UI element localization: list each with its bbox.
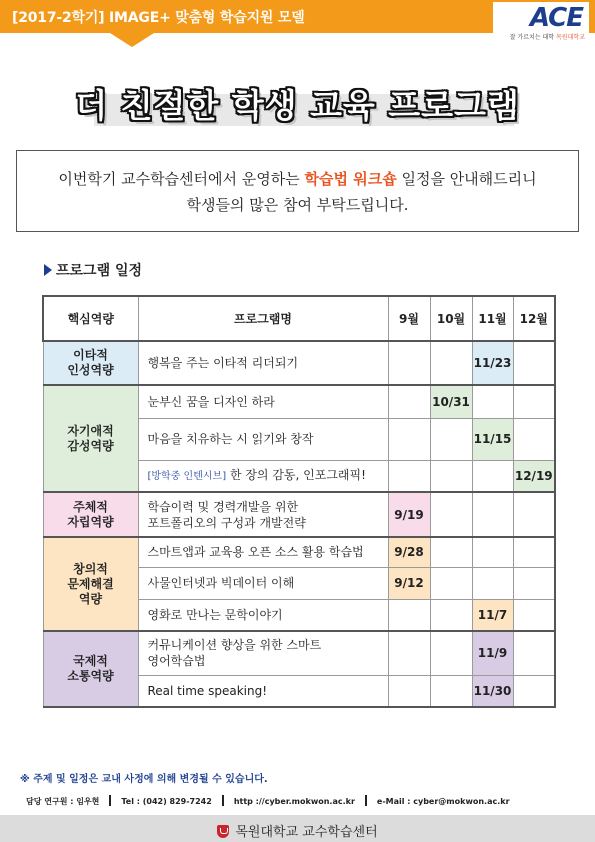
ace-logo-text: ACE xyxy=(529,3,583,33)
date-cell: 11/30 xyxy=(472,675,513,707)
contact-website[interactable]: http ://cyber.mokwon.ac.kr xyxy=(233,797,355,806)
intro-line-2: 학생들의 많은 참여 부탁드립니다. xyxy=(186,196,409,214)
header-cell: 프로그램명 xyxy=(138,296,388,341)
program-cell: 눈부신 꿈을 디자인 하라 xyxy=(138,385,388,418)
footer-bar xyxy=(0,815,595,842)
schedule-note: ※ 주제 및 일정은 교내 사정에 의해 변경될 수 있습니다. xyxy=(20,774,268,785)
date-cell: 11/7 xyxy=(472,599,513,631)
ace-logo-tagline: 잘 가르치는 대학 목원대학교 xyxy=(509,34,585,41)
date-cell: 11/9 xyxy=(472,631,513,675)
header-title: [2017-2학기] IMAGE+ 맞춤형 학습지원 모델 xyxy=(12,10,305,26)
date-cell: 9/12 xyxy=(388,567,430,599)
program-tag: [방학중 인텐시브] xyxy=(147,470,227,482)
section-heading xyxy=(44,260,142,280)
program-cell: 스마트앱과 교육용 오픈 소스 활용 학습법 xyxy=(138,537,388,567)
divider xyxy=(222,795,224,806)
contact-line xyxy=(26,795,586,807)
headline-wrap xyxy=(0,80,595,132)
header-notch xyxy=(110,33,154,47)
header-cell: 9월 xyxy=(388,296,430,341)
divider xyxy=(109,795,111,806)
program-cell: 영화로 만나는 문학이야기 xyxy=(138,599,388,631)
intro-highlight: 학습법 워크숍 xyxy=(304,170,397,188)
category-cell: 창의적 문제해결 역량 xyxy=(43,537,138,631)
intro-line-1: 이번학기 교수학습센터에서 운영하는 학습법 워크숍 일정을 안내해드리니 xyxy=(58,170,537,188)
header-cell: 12월 xyxy=(513,296,555,341)
contact-person: 담당 연구원 : 임우현 xyxy=(26,797,100,806)
table-row xyxy=(43,631,555,675)
contact-email[interactable]: e-Mail : cyber@mokwon.ac.kr xyxy=(376,797,510,806)
category-cell: 국제적 소통역량 xyxy=(43,631,138,707)
table-row xyxy=(43,385,555,418)
university-seal-icon xyxy=(217,825,229,838)
intro-box xyxy=(16,150,579,232)
date-cell: 11/23 xyxy=(472,341,513,385)
section-title: 프로그램 일정 xyxy=(56,263,143,279)
footer-text: 목원대학교 교수학습센터 xyxy=(235,825,378,840)
program-cell: [방학중 인텐시브] 한 장의 감동, 인포그래픽! xyxy=(138,460,388,492)
table-header-row xyxy=(43,296,555,341)
date-cell: 9/19 xyxy=(388,492,430,537)
header-cell: 11월 xyxy=(472,296,513,341)
table-row xyxy=(43,341,555,385)
program-cell: 마음을 치유하는 시 읽기와 창작 xyxy=(138,418,388,460)
category-cell: 이타적 인성역량 xyxy=(43,341,138,385)
date-cell: 10/31 xyxy=(430,385,472,418)
divider xyxy=(365,795,367,806)
program-cell: 학습이력 및 경력개발을 위한 포트폴리오의 구성과 개발전략 xyxy=(138,492,388,537)
date-cell: 11/15 xyxy=(472,418,513,460)
program-cell: 커뮤니케이션 향상을 위한 스마트 영어학습법 xyxy=(138,631,388,675)
category-cell: 자기애적 감성역량 xyxy=(43,385,138,492)
triangle-bullet-icon xyxy=(44,264,52,276)
contact-tel: Tel : (042) 829-7242 xyxy=(121,797,212,806)
program-cell: Real time speaking! xyxy=(138,675,388,707)
page-headline: 더 친절한 학생 교육 프로그램 xyxy=(75,86,520,125)
date-cell: 12/19 xyxy=(513,460,555,492)
schedule-table xyxy=(42,295,556,708)
table-row xyxy=(43,492,555,537)
table-row xyxy=(43,537,555,567)
ace-logo xyxy=(493,2,589,42)
category-cell: 주체적 자립역량 xyxy=(43,492,138,537)
program-cell: 사물인터넷과 빅데이터 이해 xyxy=(138,567,388,599)
header-cell: 핵심역량 xyxy=(43,296,138,341)
date-cell: 9/28 xyxy=(388,537,430,567)
header-cell: 10월 xyxy=(430,296,472,341)
program-cell: 행복을 주는 이타적 리더되기 xyxy=(138,341,388,385)
